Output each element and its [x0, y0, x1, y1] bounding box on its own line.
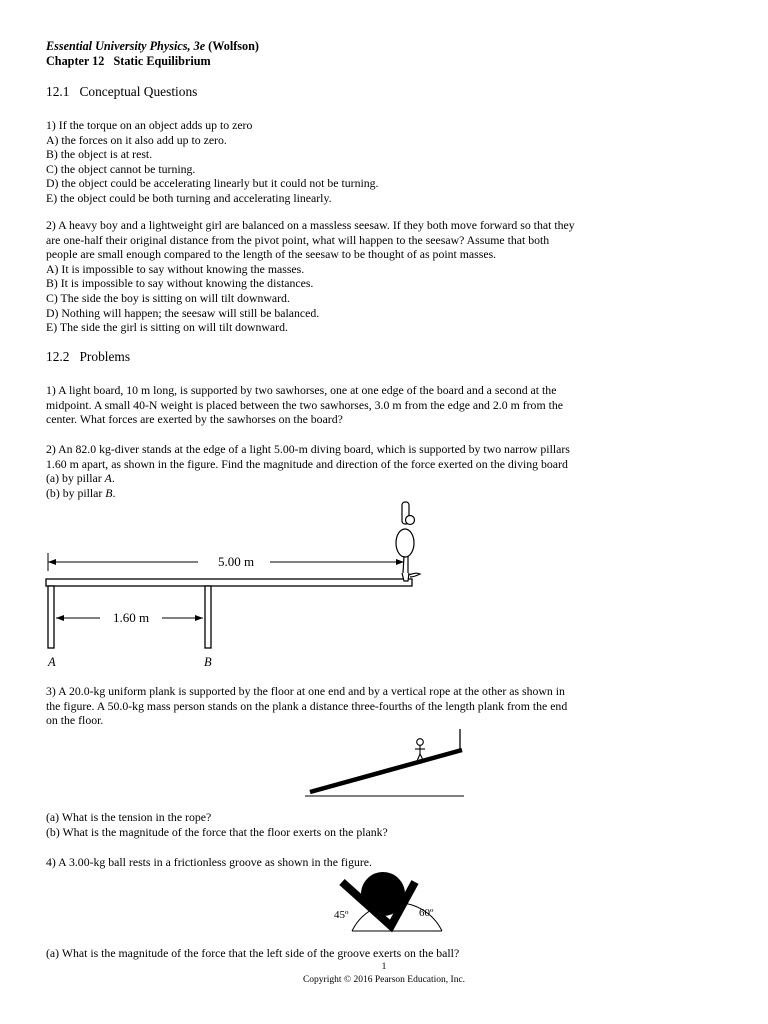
right-angle-label: 60º: [419, 907, 434, 919]
copyright-notice: Copyright © 2016 Pearson Education, Inc.: [302, 975, 466, 985]
question-stem-line: people are small enough compared to the length of the seesaw to be thought of as point masses.: [46, 247, 497, 262]
question-stem-line: are one-half their original distance from the pivot point, what will happen to the seesaw? Assume that both: [46, 232, 550, 247]
answer-option: B) It is impossible to say without knowing the distances.: [46, 276, 314, 291]
pillar-a-label: A: [48, 655, 56, 669]
arrowhead-right: [396, 559, 404, 565]
answer-option: A) It is impossible to say without knowing the masses.: [46, 261, 305, 276]
problem-line: on the floor.: [46, 713, 104, 728]
problem-1: [46, 383, 563, 427]
book-title: Essential University Physics, 3e: [46, 39, 206, 53]
problem-2: [46, 442, 570, 500]
person-icon: [415, 739, 425, 761]
problem-line: the figure. A 50.0-kg mass person stands on the plank a distance three-fourths of the length plank from the end: [46, 698, 568, 713]
answer-option: B) the object is at rest.: [46, 147, 153, 162]
spacing-arrow-left: [56, 615, 64, 621]
answer-option: D) the object could be accelerating linearly but it could not be turning.: [46, 176, 379, 191]
conceptual-question-2: [46, 218, 575, 335]
conceptual-question-1: [46, 118, 379, 206]
problem-part: (a) by pillar A.: [46, 471, 115, 486]
spacing-arrow-right: [195, 615, 203, 621]
arrowhead-left: [48, 559, 56, 565]
answer-option: A) the forces on it also add up to zero.: [46, 132, 227, 147]
problem-4-questions: [46, 946, 459, 961]
left-angle-label: 45º: [334, 909, 349, 921]
problem-line: 4) A 3.00-kg ball rests in a frictionless groove as shown in the figure.: [46, 855, 372, 869]
problem-3-questions: [46, 810, 388, 839]
board-length-label: 5.00 m: [217, 554, 255, 569]
pillar-b-label: B: [204, 655, 212, 669]
problem-part: (b) by pillar B.: [46, 485, 116, 500]
diving-board-figure: [0, 495, 768, 675]
page-number: 1: [381, 962, 387, 972]
diving-board: [46, 579, 412, 586]
pillar-b: [205, 586, 211, 648]
answer-option: C) The side the boy is sitting on will tilt downward.: [46, 290, 290, 305]
problem-line: midpoint. A small 40-N weight is placed between the two sawhorses, 3.0 m from the edge and 2.0 m from the: [46, 397, 563, 412]
problem-3: [46, 684, 567, 728]
problem-question: (a) What is the magnitude of the force that the left side of the groove exerts on the ball?: [46, 946, 460, 960]
plank: [310, 750, 462, 792]
plank-figure: [0, 725, 768, 805]
problem-line: 2) An 82.0 kg-diver stands at the edge of a light 5.00-m diving board, which is supported by two narrow pillars: [46, 442, 570, 456]
problem-line: 1) A light board, 10 m long, is supported by two sawhorses, one at one edge of the board and a second at the: [46, 383, 557, 397]
problem-line: 3) A 20.0-kg uniform plank is supported by the floor at one end and by a vertical rope at the other as shown in: [46, 684, 565, 698]
ball: [361, 872, 405, 916]
section-heading-conceptual: 12.1 Conceptual Questions: [46, 84, 198, 99]
problem-line: 1.60 m apart, as shown in the figure. Find the magnitude and direction of the force exerted on the diving board: [46, 456, 568, 471]
diver-icon: [396, 502, 420, 581]
answer-option: E) The side the girl is sitting on will tilt downward.: [46, 320, 288, 335]
question-stem-line: 2) A heavy boy and a lightweight girl are balanced on a massless seesaw. If they both move forward so that they: [46, 218, 575, 232]
book-header: [46, 39, 259, 54]
problem-line: center. What forces are exerted by the sawhorses on the board?: [46, 412, 343, 427]
answer-option: E) the object could be both turning and accelerating linearly.: [46, 190, 332, 205]
book-author: (Wolfson): [208, 39, 259, 53]
chapter-title: Chapter 12 Static Equilibrium: [46, 54, 211, 68]
problem-question: (b) What is the magnitude of the force that the floor exerts on the plank?: [46, 824, 388, 839]
problem-question: (a) What is the tension in the rope?: [46, 810, 212, 824]
question-stem: 1) If the torque on an object adds up to zero: [46, 118, 253, 132]
pillar-a: [48, 586, 54, 648]
groove-figure: [0, 868, 768, 934]
pillar-spacing-label: 1.60 m: [112, 610, 150, 625]
answer-option: C) the object cannot be turning.: [46, 161, 196, 176]
answer-option: D) Nothing will happen; the seesaw will still be balanced.: [46, 305, 320, 320]
section-heading-problems: 12.2 Problems: [46, 349, 131, 364]
